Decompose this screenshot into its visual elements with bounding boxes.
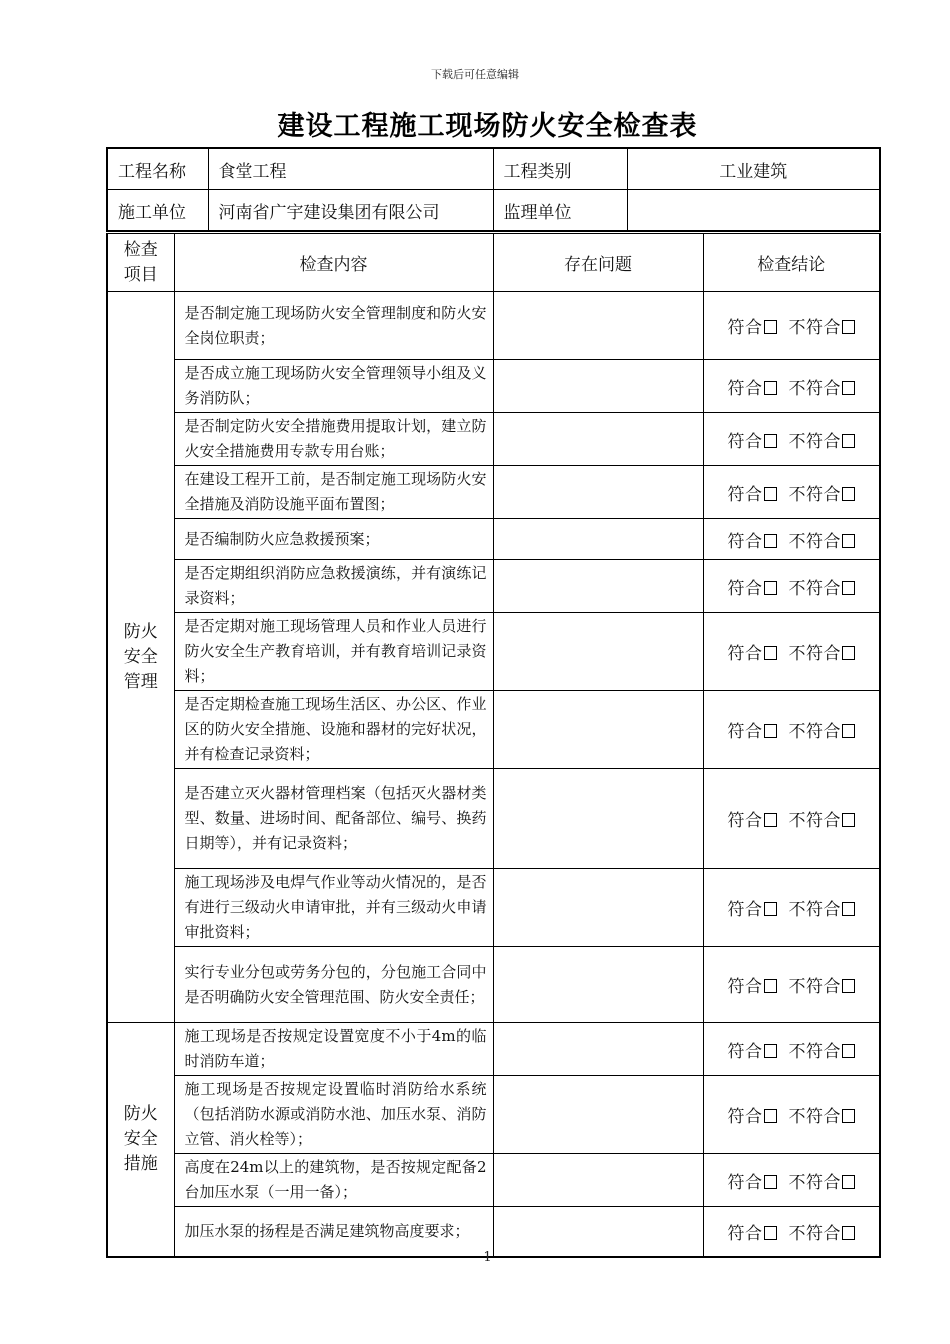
conclusion-cell [703,869,880,947]
conclusion-no-label: 不符合 [788,1172,841,1193]
check-item-text: 是否编制防火应急救援预案； [174,519,493,560]
project-info-table [106,147,881,232]
conclusion-no-label: 不符合 [788,531,841,552]
inspection-row [107,1154,880,1207]
column-header-conclusion: 检查结论 [703,234,880,292]
conclusion-no-label: 不符合 [788,431,841,452]
conclusion-no-checkbox[interactable] [842,813,855,827]
conclusion-cell [703,1207,880,1257]
conclusion-cell [703,413,880,466]
conclusion-yes-label: 符合 [727,318,763,338]
inspection-row [107,413,880,466]
inspection-row [107,947,880,1023]
conclusion-no-label: 不符合 [788,378,841,399]
column-header-category: 检查 项目 [107,234,174,292]
conclusion-cell [703,466,880,519]
check-item-text: 实行专业分包或劳务分包的，分包施工合同中是否明确防火安全管理范围、防火安全责任； [174,947,493,1023]
issue-cell[interactable] [493,691,703,769]
conclusion-cell [703,560,880,613]
project-name-value: 食堂工程 [208,148,493,190]
issue-cell[interactable] [493,560,703,613]
issue-cell[interactable] [493,947,703,1023]
issue-cell[interactable] [493,292,703,360]
supervisor-value [627,190,880,232]
inspection-row [107,560,880,613]
conclusion-yes-label: 符合 [727,484,763,505]
check-item-text: 是否成立施工现场防火安全管理领导小组及义务消防队； [174,360,493,413]
document-title: 建设工程施工现场防火安全检查表 [277,111,698,142]
check-item-text: 加压水泵的扬程是否满足建筑物高度要求； [174,1207,493,1257]
conclusion-yes-label: 符合 [727,644,763,664]
issue-cell[interactable] [493,413,703,466]
inspection-row [107,691,880,769]
conclusion-yes-label: 符合 [727,1041,763,1062]
inspection-row [107,613,880,691]
conclusion-yes-label: 符合 [727,1172,763,1193]
conclusion-yes-label: 符合 [727,900,763,920]
conclusion-no-label: 不符合 [788,1223,841,1244]
inspection-row [107,360,880,413]
conclusion-yes-checkbox[interactable] [764,1226,777,1240]
conclusion-no-checkbox[interactable] [842,1109,855,1123]
check-item-text: 施工现场是否按规定设置宽度不小于4m的临时消防车道； [174,1023,493,1076]
conclusion-cell [703,360,880,413]
conclusion-yes-label: 符合 [727,1223,763,1244]
inspection-row [107,519,880,560]
conclusion-yes-checkbox[interactable] [764,813,777,827]
conclusion-no-label: 不符合 [788,644,841,664]
conclusion-no-checkbox[interactable] [842,581,855,595]
check-item-text: 高度在24m以上的建筑物，是否按规定配备2台加压水泵（一用一备）； [174,1154,493,1207]
conclusion-yes-checkbox[interactable] [764,902,777,916]
conclusion-cell [703,947,880,1023]
conclusion-no-checkbox[interactable] [842,724,855,738]
supervisor-label: 监理单位 [493,190,627,232]
issue-cell[interactable] [493,1023,703,1076]
conclusion-cell [703,691,880,769]
conclusion-cell [703,1154,880,1207]
conclusion-no-checkbox[interactable] [842,381,855,395]
issue-cell[interactable] [493,1154,703,1207]
conclusion-no-label: 不符合 [788,1107,841,1127]
conclusion-yes-label: 符合 [727,1107,763,1127]
conclusion-cell [703,1023,880,1076]
conclusion-yes-label: 符合 [727,977,763,997]
conclusion-no-checkbox[interactable] [842,320,855,334]
issue-cell[interactable] [493,360,703,413]
check-item-text: 是否定期检查施工现场生活区、办公区、作业区的防火安全措施、设施和器材的完好状况，并有检查记录资料； [174,691,493,769]
conclusion-yes-checkbox[interactable] [764,581,777,595]
conclusion-yes-label: 符合 [727,578,763,599]
conclusion-cell [703,292,880,360]
conclusion-yes-label: 符合 [727,378,763,399]
conclusion-yes-label: 符合 [727,722,763,742]
conclusion-yes-checkbox[interactable] [764,979,777,993]
conclusion-yes-checkbox[interactable] [764,1175,777,1189]
conclusion-no-checkbox[interactable] [842,646,855,660]
issue-cell[interactable] [493,769,703,869]
conclusion-no-label: 不符合 [788,811,841,831]
conclusion-yes-checkbox[interactable] [764,1109,777,1123]
conclusion-yes-checkbox[interactable] [764,381,777,395]
check-item-text: 是否定期组织消防应急救援演练，并有演练记录资料； [174,560,493,613]
issue-cell[interactable] [493,1207,703,1257]
conclusion-no-label: 不符合 [788,900,841,920]
contractor-label: 施工单位 [107,190,208,232]
conclusion-yes-checkbox[interactable] [764,320,777,334]
conclusion-yes-checkbox[interactable] [764,487,777,501]
inspection-row [107,292,880,360]
conclusion-cell [703,519,880,560]
issue-cell[interactable] [493,613,703,691]
check-item-text: 是否建立灭火器材管理档案（包括灭火器材类型、数量、进场时间、配备部位、编号、换药日期等），并有记录资料； [174,769,493,869]
conclusion-yes-checkbox[interactable] [764,534,777,548]
conclusion-no-checkbox[interactable] [842,1175,855,1189]
conclusion-no-label: 不符合 [788,722,841,742]
inspection-row [107,869,880,947]
issue-cell[interactable] [493,519,703,560]
inspection-row [107,1023,880,1076]
inspection-row [107,1076,880,1154]
conclusion-no-checkbox[interactable] [842,902,855,916]
top-note: 下载后可任意编辑 [431,68,519,81]
check-item-text: 是否制定防火安全措施费用提取计划，建立防火安全措施费用专款专用台账； [174,413,493,466]
conclusion-no-checkbox[interactable] [842,534,855,548]
check-item-text: 是否定期对施工现场管理人员和作业人员进行防火安全生产教育培训，并有教育培训记录资料； [174,613,493,691]
conclusion-no-label: 不符合 [788,484,841,505]
inspection-row [107,1207,880,1257]
project-row [107,148,880,190]
conclusion-yes-label: 符合 [727,431,763,452]
conclusion-no-label: 不符合 [788,977,841,997]
conclusion-no-checkbox[interactable] [842,434,855,448]
conclusion-yes-checkbox[interactable] [764,434,777,448]
project-type-value: 工业建筑 [627,148,880,190]
category-cell: 防火 安全 措施 [107,1023,174,1257]
conclusion-no-checkbox[interactable] [842,487,855,501]
contractor-row [107,190,880,232]
inspection-table [106,233,881,1258]
check-item-text: 在建设工程开工前，是否制定施工现场防火安全措施及消防设施平面布置图； [174,466,493,519]
conclusion-cell [703,769,880,869]
conclusion-yes-checkbox[interactable] [764,724,777,738]
page-number: 1 [483,1250,492,1265]
conclusion-no-checkbox[interactable] [842,979,855,993]
conclusion-yes-checkbox[interactable] [764,1044,777,1058]
issue-cell[interactable] [493,466,703,519]
project-type-label: 工程类别 [493,148,627,190]
conclusion-cell [703,1076,880,1154]
conclusion-no-label: 不符合 [788,318,841,338]
issue-cell[interactable] [493,1076,703,1154]
column-header-row [107,234,880,292]
conclusion-no-checkbox[interactable] [842,1226,855,1240]
conclusion-yes-label: 符合 [727,811,763,831]
conclusion-no-label: 不符合 [788,1041,841,1062]
column-header-issues: 存在问题 [493,234,703,292]
check-item-text: 施工现场是否按规定设置临时消防给水系统（包括消防水源或消防水池、加压水泵、消防立管、消火栓等）； [174,1076,493,1154]
conclusion-cell [703,613,880,691]
inspection-row [107,769,880,869]
project-name-label: 工程名称 [107,148,208,190]
issue-cell[interactable] [493,869,703,947]
check-item-text: 施工现场涉及电焊气作业等动火情况的，是否有进行三级动火申请审批，并有三级动火申请审批资料； [174,869,493,947]
conclusion-yes-checkbox[interactable] [764,646,777,660]
column-header-content: 检查内容 [174,234,493,292]
conclusion-no-checkbox[interactable] [842,1044,855,1058]
conclusion-yes-label: 符合 [727,531,763,552]
category-cell: 防火 安全 管理 [107,292,174,1023]
contractor-value: 河南省广宇建设集团有限公司 [208,190,493,232]
inspection-row [107,466,880,519]
check-item-text: 是否制定施工现场防火安全管理制度和防火安全岗位职责； [174,292,493,360]
conclusion-no-label: 不符合 [788,578,841,599]
